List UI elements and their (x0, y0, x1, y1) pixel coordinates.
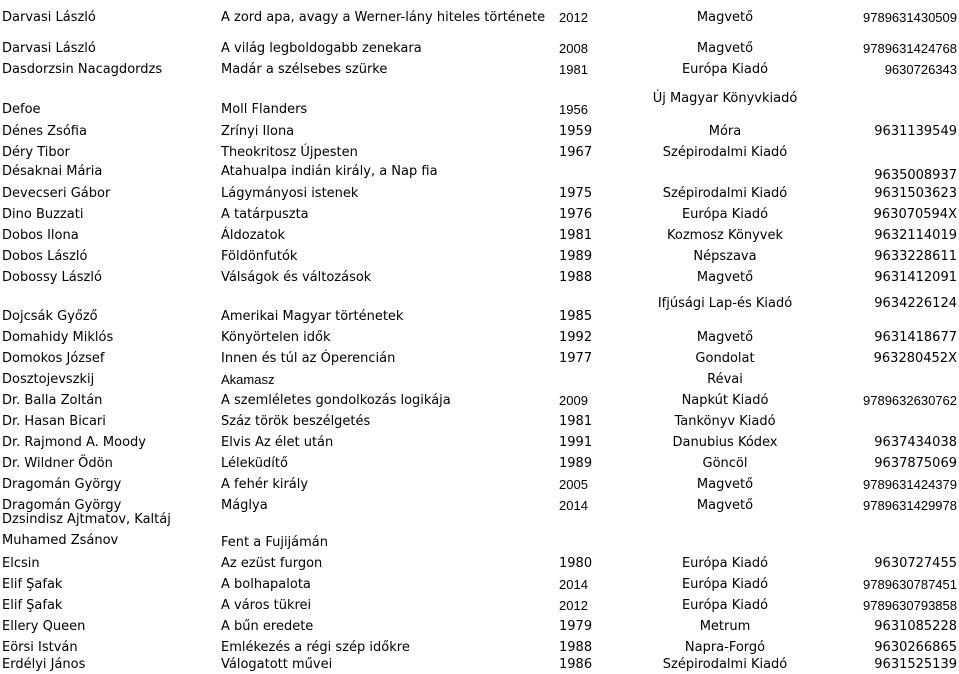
publisher-cell: Danubius Kódex (672, 435, 778, 450)
title-cell: Léleküdítő (221, 456, 288, 471)
publisher-cell: Európa Kiadó (681, 62, 769, 77)
table-row (0, 452, 959, 473)
table-row (0, 58, 959, 79)
author-cell: Dragomán György (2, 477, 122, 492)
title-cell: Száz török beszélgetés (221, 414, 371, 429)
year-cell: 1988 (559, 270, 593, 285)
title-cell: Madár a szélsebes szürke (221, 62, 388, 77)
title-cell: A világ legboldogabb zenekara (221, 41, 422, 56)
isbn-cell: 9789630787451 (863, 577, 957, 592)
isbn-cell: 9630726343 (884, 62, 957, 77)
isbn-cell: 9631525139 (874, 657, 957, 672)
isbn-cell: 9789631430509 (863, 10, 957, 25)
author-cell: Elif Şafak (2, 598, 63, 613)
author-cell: Darvasi László (2, 41, 96, 56)
year-cell: 2014 (559, 577, 588, 592)
publisher-cell: Móra (708, 124, 742, 139)
title-cell: Theokritosz Újpesten (221, 145, 358, 160)
publisher-cell: Révai (707, 372, 743, 387)
author-cell: Dosztojevszkij (2, 372, 95, 387)
isbn-cell: 963280452X (873, 351, 957, 366)
isbn-cell: 9630727455 (874, 556, 957, 571)
table-row (0, 0, 959, 35)
year-cell: 1981 (559, 414, 593, 429)
table-row (0, 389, 959, 410)
author-cell: Déry Tibor (2, 145, 70, 160)
author-cell: Domokos József (2, 351, 105, 366)
year-cell: 1979 (559, 619, 593, 634)
publisher-cell: Göncöl (702, 456, 748, 471)
table-row (0, 594, 959, 615)
title-cell: A tatárpuszta (221, 207, 309, 222)
publisher-cell: Európa Kiadó (681, 598, 769, 613)
year-cell: 1959 (559, 124, 593, 139)
table-row (0, 162, 959, 183)
isbn-cell (850, 410, 957, 431)
author-cell: Ellery Queen (2, 619, 86, 634)
year-cell: 1980 (559, 556, 593, 571)
publisher-cell: Napra-Forgó (684, 640, 766, 655)
isbn-cell: 9635008937 (874, 168, 957, 183)
title-cell: Zrínyi Ilona (221, 124, 295, 139)
publisher-cell: Gondolat (695, 351, 755, 366)
year-cell (559, 162, 599, 183)
table-row (0, 326, 959, 347)
title-cell: Emlékezés a régi szép időkre (221, 640, 410, 655)
publisher-cell: Szépirodalmi Kiadó (662, 657, 788, 672)
isbn-cell: 9789631424768 (863, 41, 957, 56)
publisher-cell: Tankönyv Kiadó (674, 414, 776, 429)
publisher-cell: Magvető (696, 477, 754, 492)
author-cell: Dénes Zsófia (2, 124, 87, 139)
year-cell (559, 368, 599, 389)
title-cell: Áldozatok (221, 228, 286, 243)
title-cell: Máglya (221, 498, 268, 513)
table-row (0, 615, 959, 636)
year-cell: 2009 (559, 393, 588, 408)
table-row (0, 245, 959, 266)
title-cell: A zord apa, avagy a Werner-lány hiteles története (221, 10, 546, 25)
year-cell: 1956 (559, 102, 588, 117)
table-row (0, 473, 959, 494)
publisher-cell: Szépirodalmi Kiadó (662, 145, 788, 160)
year-cell: 1976 (559, 207, 593, 222)
author-cell: Dasdorzsin Nacagdordzs (2, 62, 163, 77)
table-row (0, 182, 959, 203)
isbn-cell: 9789631424379 (863, 477, 957, 492)
author-cell: Defoe (2, 102, 41, 117)
publisher-cell: Új Magyar Könyvkiadó (652, 91, 798, 106)
title-cell: Atahualpa indián király, a Nap fia (221, 164, 438, 179)
publisher-cell: Metrum (699, 619, 751, 634)
year-cell: 2014 (559, 498, 588, 513)
author-cell: Dojcsák Győző (2, 309, 98, 324)
year-cell: 1986 (559, 657, 593, 672)
table-row (0, 410, 959, 431)
author-cell: Erdélyi János (2, 657, 86, 672)
publisher-cell: Napkút Kiadó (681, 393, 769, 408)
isbn-cell: 9632114019 (874, 228, 957, 243)
title-cell: A fehér király (221, 477, 309, 492)
table-row (0, 266, 959, 287)
author-cell: Darvasi László (2, 10, 96, 25)
title-cell: Az ezüst furgon (221, 556, 323, 571)
isbn-cell (850, 368, 957, 389)
publisher-cell: Magvető (696, 41, 754, 56)
year-cell (559, 510, 599, 552)
author-cell: Dr. Wildner Ödön (2, 456, 113, 471)
author-cell: Dr. Rajmond A. Moody (2, 435, 146, 450)
year-cell: 1988 (559, 640, 593, 655)
isbn-cell: 9637434038 (874, 435, 957, 450)
year-cell: 1989 (559, 249, 593, 264)
publisher-cell: Európa Kiadó (681, 207, 769, 222)
isbn-cell (850, 141, 957, 162)
year-cell: 2012 (559, 10, 588, 25)
author-cell (2, 510, 217, 552)
table-row (0, 83, 959, 119)
publisher-cell (600, 510, 850, 552)
author-cell: Dragomán György (2, 498, 122, 513)
isbn-cell: 9631139549 (874, 124, 957, 139)
author-cell: Dr. Balla Zoltán (2, 393, 103, 408)
isbn-cell: 9637875069 (874, 456, 957, 471)
table-row (0, 224, 959, 245)
isbn-cell: 9789632630762 (863, 393, 957, 408)
title-cell: Moll Flanders (221, 102, 308, 117)
table-row (0, 141, 959, 162)
author-cell: Eörsi István (2, 640, 78, 655)
publisher-cell: Ifjúsági Lap-és Kiadó (657, 296, 793, 311)
year-cell: 1967 (559, 145, 593, 160)
table-row (0, 203, 959, 224)
publisher-cell: Magvető (696, 270, 754, 285)
table-row (0, 573, 959, 594)
title-cell: Válogatott művei (221, 657, 333, 672)
table-row (0, 552, 959, 573)
year-cell: 1977 (559, 351, 593, 366)
title-cell: Könyörtelen idők (221, 330, 331, 345)
author-cell: Dobossy László (2, 270, 102, 285)
year-cell: 1985 (559, 309, 593, 324)
year-cell: 2008 (559, 41, 588, 56)
title-cell: A bolhapalota (221, 577, 311, 592)
year-cell: 1991 (559, 435, 593, 450)
isbn-cell: 963070594X (873, 207, 957, 222)
author-cell: Désaknai Mária (2, 164, 103, 179)
table-row (0, 653, 959, 674)
title-cell: A szemléletes gondolkozás logikája (221, 393, 451, 408)
author-cell: Dr. Hasan Bicari (2, 414, 106, 429)
publisher-cell (600, 162, 850, 183)
author-line: Muhamed Zsánov (2, 533, 119, 548)
isbn-cell: 9789631429978 (863, 498, 957, 513)
author-cell: Dobos Ilona (2, 228, 79, 243)
isbn-cell: 9789630793858 (863, 598, 957, 613)
publisher-cell: Magvető (696, 330, 754, 345)
table-row (0, 347, 959, 368)
author-cell: Dino Buzzati (2, 207, 84, 222)
year-cell: 1981 (559, 228, 593, 243)
isbn-cell: 9631412091 (874, 270, 957, 285)
year-cell: 1981 (559, 62, 588, 77)
isbn-cell: 9630266865 (874, 640, 957, 655)
author-cell: Dobos László (2, 249, 88, 264)
table-row (0, 510, 959, 552)
title-cell: Innen és túl az Óperencián (221, 351, 396, 366)
isbn-cell (850, 510, 957, 552)
publisher-cell: Szépirodalmi Kiadó (662, 186, 788, 201)
author-cell: Elif Şafak (2, 577, 63, 592)
isbn-cell: 9631418677 (874, 330, 957, 345)
isbn-cell: 9633228611 (874, 249, 957, 264)
publisher-cell: Magvető (696, 498, 754, 513)
title-cell: Fent a Fujijámán (221, 535, 329, 550)
title-cell: A város tükrei (221, 598, 312, 613)
publisher-cell: Kozmosz Könyvek (667, 228, 783, 243)
publisher-cell: Európa Kiadó (681, 556, 769, 571)
year-cell: 2005 (559, 477, 588, 492)
table-row (0, 120, 959, 141)
title-cell: Amerikai Magyar történetek (221, 309, 404, 324)
isbn-cell: 9631503623 (874, 186, 957, 201)
title-cell: Lágymányosi istenek (221, 186, 359, 201)
publisher-cell: Népszava (693, 249, 757, 264)
publisher-cell: Európa Kiadó (681, 577, 769, 592)
title-cell: A bűn eredete (221, 619, 314, 634)
title-cell: Válságok és változások (221, 270, 372, 285)
table-row (0, 290, 959, 326)
isbn-cell: 9634226124 (874, 296, 957, 311)
table-row (0, 37, 959, 58)
publisher-cell: Magvető (696, 10, 754, 25)
title-cell: Akamasz (221, 372, 275, 387)
title-cell: Földönfutók (221, 249, 298, 264)
author-cell: Devecseri Gábor (2, 186, 111, 201)
isbn-cell: 9631085228 (874, 619, 957, 634)
isbn-cell (850, 83, 957, 119)
title-cell: Elvis Az élet után (221, 435, 334, 450)
year-cell: 1989 (559, 456, 593, 471)
author-cell: Domahidy Miklós (2, 330, 114, 345)
year-cell: 1992 (559, 330, 593, 345)
author-cell: Elcsin (2, 556, 40, 571)
year-cell: 2012 (559, 598, 588, 613)
table-row (0, 368, 959, 389)
year-cell: 1975 (559, 186, 593, 201)
author-line: Dzsindisz Ajtmatov, Kaltáj (2, 512, 171, 527)
table-row (0, 431, 959, 452)
